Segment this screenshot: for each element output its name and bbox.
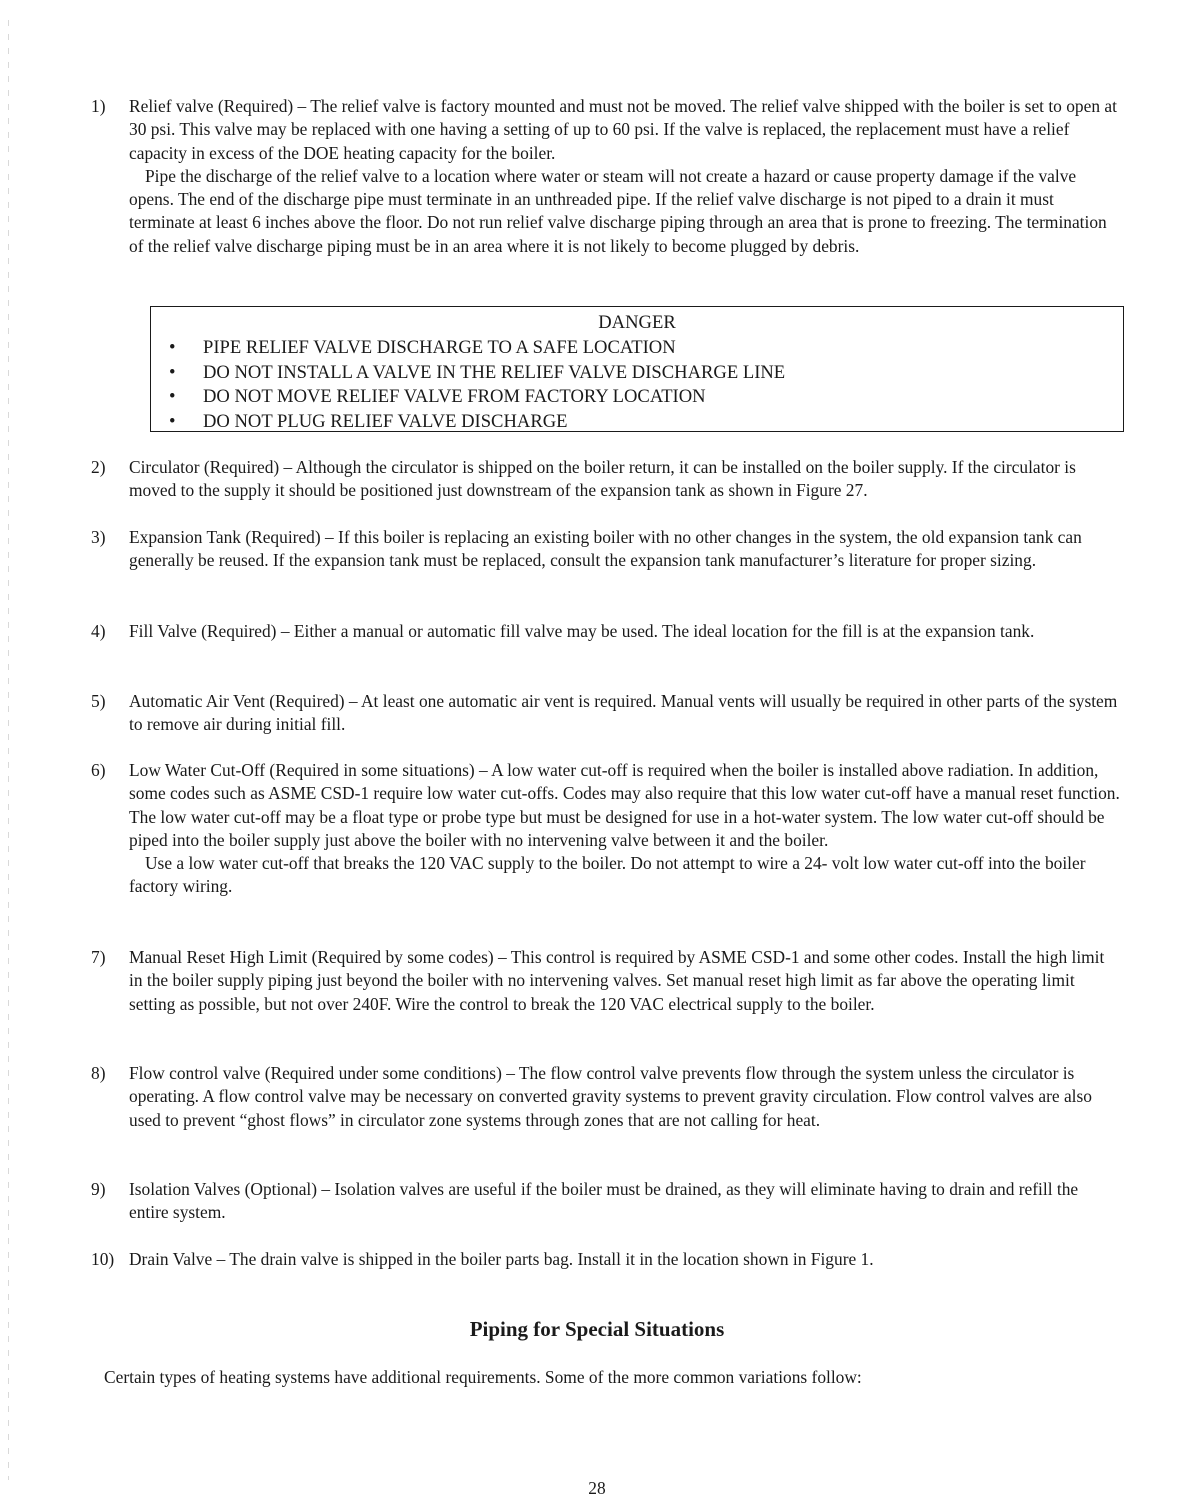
list-item-low-water-cutoff xyxy=(91,759,1121,899)
page-number: 28 xyxy=(588,1478,606,1498)
item-text: Isolation Valves (Optional) – Isolation valves are useful if the boiler must be drained, as they will eliminate having to drain and refill the entire system. xyxy=(129,1179,1079,1223)
list-item-fill-valve xyxy=(91,620,1121,643)
bullet-icon: • xyxy=(169,410,176,432)
danger-bullet: • DO NOT PLUG RELIEF VALVE DISCHARGE xyxy=(163,410,785,435)
list-item-relief-valve xyxy=(91,95,1121,258)
danger-bullet: • DO NOT INSTALL A VALVE IN THE RELIEF VALVE DISCHARGE LINE xyxy=(163,361,785,386)
item-text: Low Water Cut-Off (Required in some situations) – A low water cut-off is required when the boiler is installed above radiation. In addition, some codes such as ASME CSD-1 require low water cut-offs. Codes may also require that this low water cut-off have a manual reset function. The low water cut-off may be a float type or probe type but must be designed for use in a hot-water system. The low water cut-off should be piped into the boiler supply just above the boiler with no intervening valve between it and the boiler. xyxy=(129,760,1120,850)
section-heading: Piping for Special Situations xyxy=(469,1317,725,1341)
section-intro: Certain types of heating systems have additional requirements. Some of the more common variations follow: xyxy=(104,1367,862,1387)
item-text: Fill Valve (Required) – Either a manual or automatic fill valve may be used. The ideal location for the fill is at the expansion tank. xyxy=(129,621,1035,641)
item-text: Automatic Air Vent (Required) – At least one automatic air vent is required. Manual vents will usually be required in other parts of the system to remove air during initial fill. xyxy=(129,691,1118,735)
list-item-circulator xyxy=(91,456,1121,503)
item-text: Drain Valve – The drain valve is shipped in the boiler parts bag. Install it in the location shown in Figure 1. xyxy=(129,1249,874,1269)
item-text-continued: Use a low water cut-off that breaks the 120 VAC supply to the boiler. Do not attempt to wire a 24- volt low water cut-off into the boiler factory wiring. xyxy=(129,853,1086,897)
danger-bullet: • PIPE RELIEF VALVE DISCHARGE TO A SAFE LOCATION xyxy=(163,336,785,361)
scan-edge-line xyxy=(8,20,9,1480)
list-item-expansion-tank xyxy=(91,526,1121,573)
item-number: 2) xyxy=(91,457,106,477)
item-text: Expansion Tank (Required) – If this boiler is replacing an existing boiler with no other changes in the system, the old expansion tank can generally be reused. If the expansion tank must be replaced, consult the expansion tank manufacturer’s literature for proper sizing. xyxy=(129,527,1082,571)
item-text: Flow control valve (Required under some conditions) – The flow control valve prevents flow through the system unless the circulator is operating. A flow control valve may be necessary on converted gravity systems to prevent gravity circulation. Flow control valves are also used to prevent “ghost flows” in circulator zone systems through zones that are not calling for heat. xyxy=(129,1063,1092,1130)
bullet-icon: • xyxy=(169,361,176,383)
item-text: Relief valve (Required) – The relief valve is factory mounted and must not be moved. The relief valve shipped with the boiler is set to open at 30 psi. This valve may be replaced with one having a setting of up to 60 psi. If the valve is replaced, the replacement must have a relief capacity in excess of the DOE heating capacity for the boiler. xyxy=(129,96,1117,163)
item-number: 4) xyxy=(91,621,106,641)
list-item-isolation-valves xyxy=(91,1178,1121,1225)
item-number: 9) xyxy=(91,1179,106,1199)
danger-bullet: • DO NOT MOVE RELIEF VALVE FROM FACTORY LOCATION xyxy=(163,385,785,410)
item-number: 7) xyxy=(91,947,106,967)
bullet-icon: • xyxy=(169,386,176,407)
item-text-continued: Pipe the discharge of the relief valve to a location where water or steam will not create a hazard or cause property damage if the valve opens. The end of the discharge pipe must terminate in an unthreaded pipe. If the relief valve discharge is not piped to a drain it must terminate at least 6 inches above the floor. Do not run relief valve discharge piping through an area that is prone to freezing. The termination of the relief valve discharge piping must be in an area where it is not likely to become plugged by debris. xyxy=(129,165,1107,256)
danger-box xyxy=(150,306,1124,432)
list-item-flow-control-valve xyxy=(91,1062,1121,1132)
item-number: 10) xyxy=(91,1249,115,1269)
item-number: 8) xyxy=(91,1063,106,1083)
list-item-air-vent xyxy=(91,690,1121,737)
item-number: 3) xyxy=(91,527,106,547)
item-number: 6) xyxy=(91,760,106,780)
list-item-drain-valve xyxy=(91,1248,1121,1271)
bullet-icon: • xyxy=(169,337,176,358)
list-item-high-limit xyxy=(91,946,1121,1016)
danger-list xyxy=(163,336,785,434)
item-number: 5) xyxy=(91,691,106,711)
item-text: Circulator (Required) – Although the circulator is shipped on the boiler return, it can be installed on the boiler supply. If the circulator is moved to the supply it should be positioned just downstream of the expansion tank as shown in Figure 27. xyxy=(129,457,1076,501)
item-number: 1) xyxy=(91,96,106,116)
item-text: Manual Reset High Limit (Required by some codes) – This control is required by ASME CSD-1 and some other codes. Install the high limit in the boiler supply piping just beyond the boiler with no intervening valves. Set manual reset high limit as far above the operating limit setting as possible, but not over 240F. Wire the control to break the 120 VAC electrical supply to the boiler. xyxy=(129,947,1105,1014)
danger-title: DANGER xyxy=(598,312,676,333)
